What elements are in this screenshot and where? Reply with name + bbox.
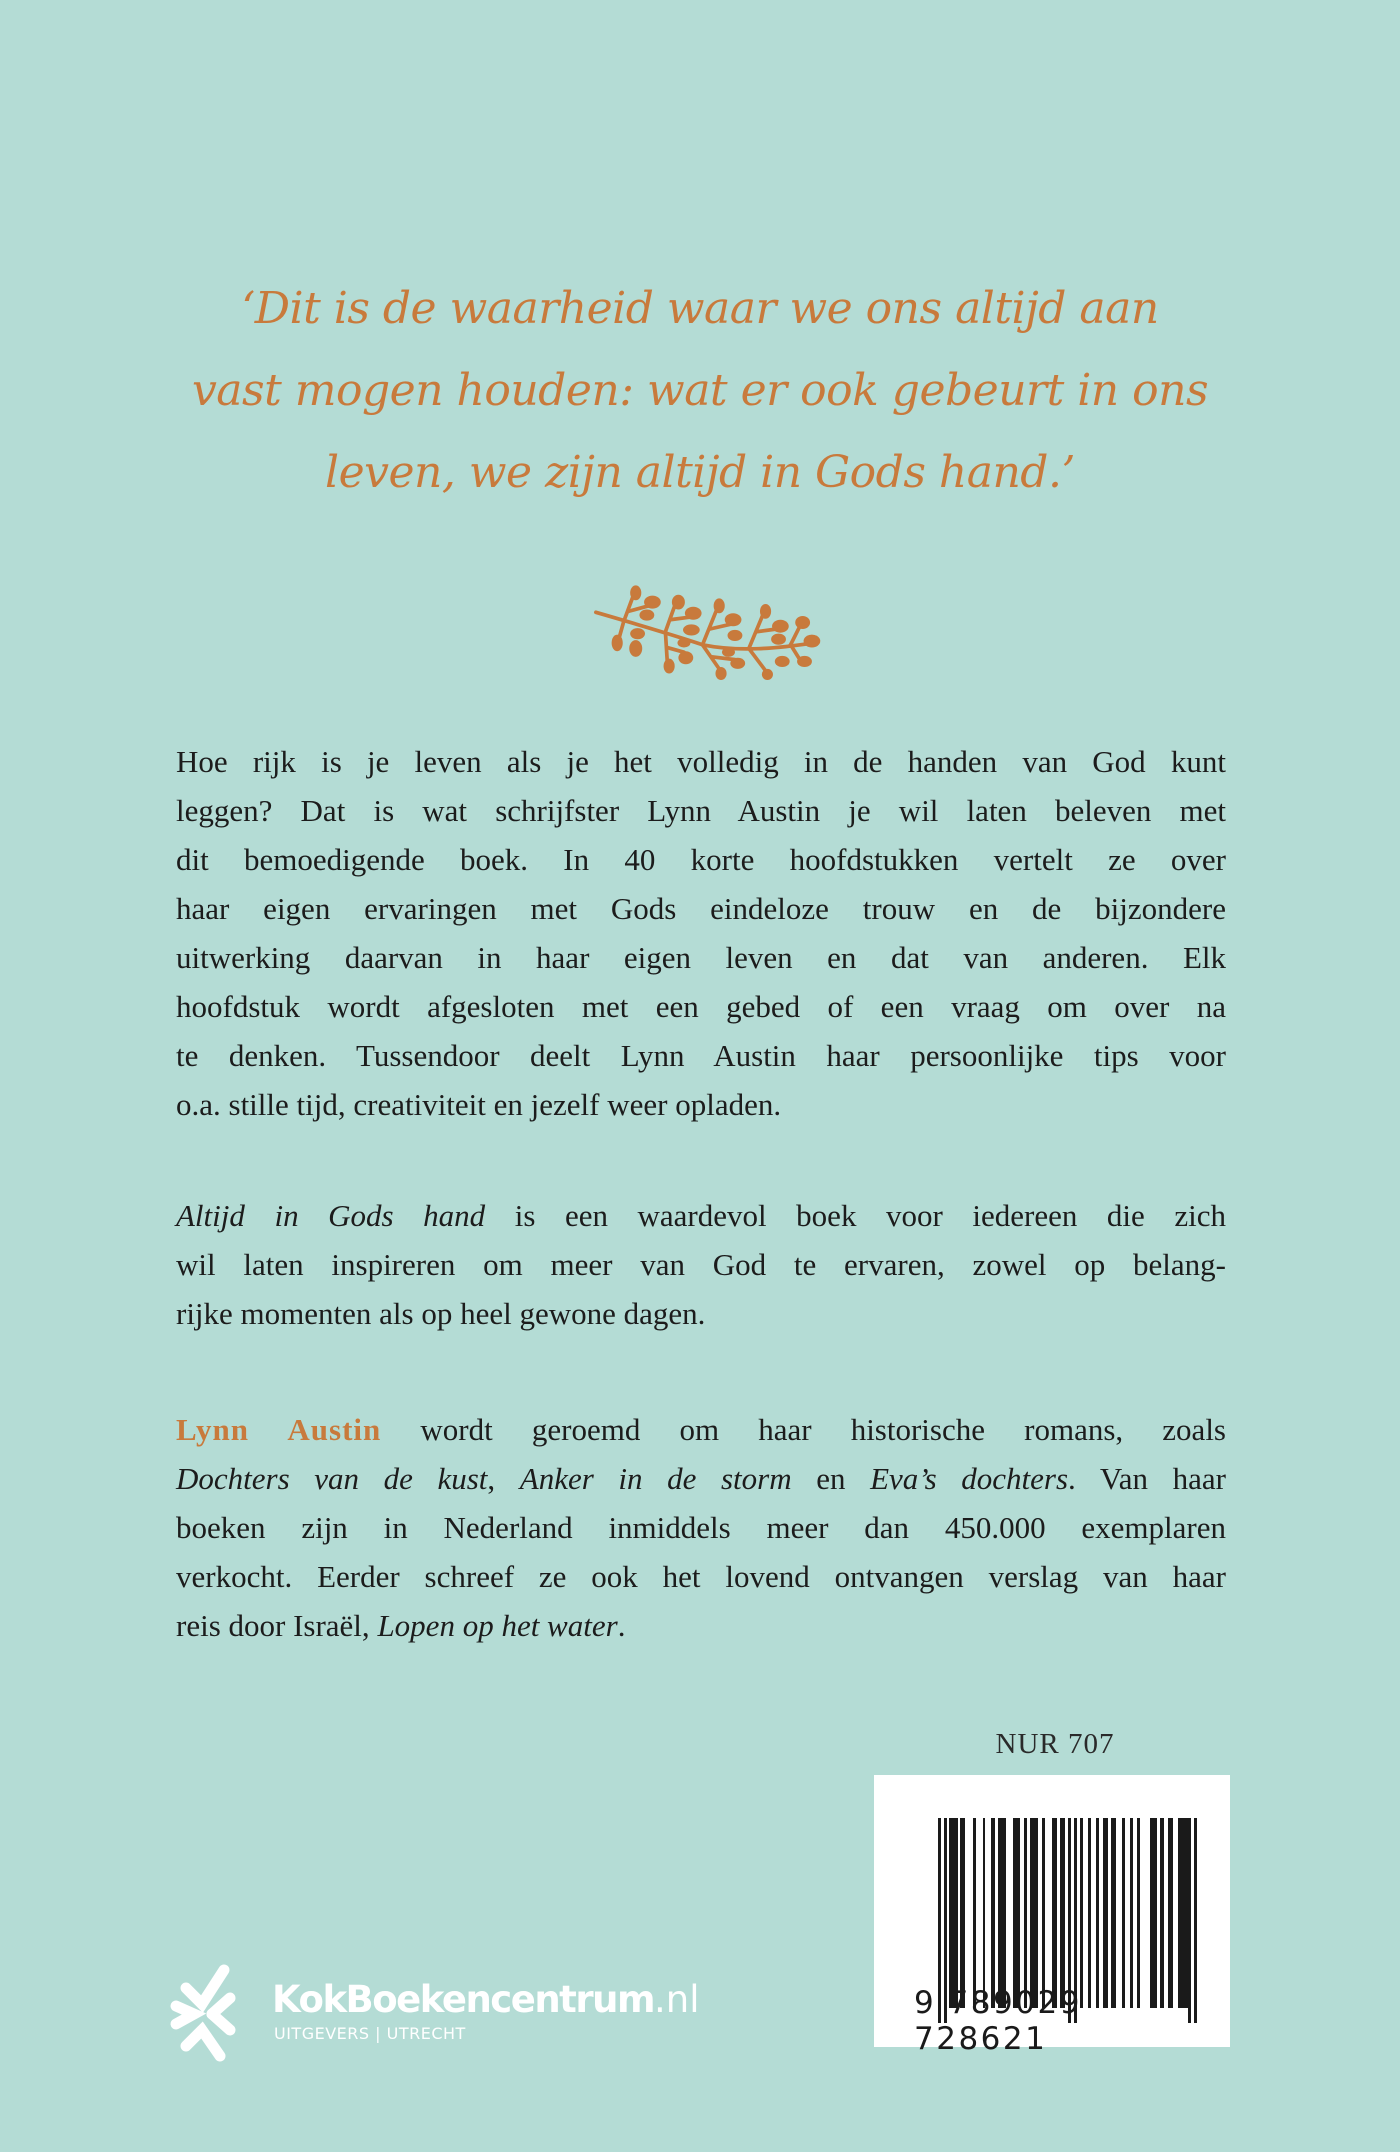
text-line: verkocht. Eerder schreef ze ook het lovend ontvangen verslag van haar: [176, 1559, 1226, 1594]
publisher-logo: [168, 1958, 700, 2068]
floral-branch-icon: [580, 578, 825, 680]
text-line: o.a. stille tijd, creativiteit en jezelf weer opladen.: [176, 1087, 782, 1122]
text-line: [176, 1405, 1226, 1454]
author-bio-paragraph: [176, 1405, 1226, 1650]
text-line: [176, 1454, 1226, 1503]
text-line: leggen? Dat is wat schrijfster Lynn Austin je wil laten beleven met: [176, 793, 1226, 828]
text-line: [176, 1601, 1226, 1650]
text-run: .: [617, 1608, 626, 1643]
text-run: reis door Israël,: [176, 1608, 378, 1643]
text-run: ,: [487, 1461, 520, 1496]
text-line: Hoe rijk is je leven als je het volledig in de handen van God kunt: [176, 744, 1226, 779]
publisher-name: [272, 1978, 700, 2021]
text-line: [176, 1191, 1226, 1240]
text-line: hoofdstuk wordt afgesloten met een gebed of een vraag om over na: [176, 989, 1226, 1024]
text-line: haar eigen ervaringen met Gods eindeloze trouw en de bijzondere: [176, 891, 1226, 926]
kokboekencentrum-logo-icon: [168, 1958, 238, 2063]
text-run: en: [791, 1461, 871, 1496]
nur-code: NUR 707: [995, 1728, 1115, 1760]
text-line: wil laten inspireren om meer van God te ervaren, zowel op belang-: [176, 1247, 1226, 1282]
publisher-tld: .nl: [654, 1978, 700, 2021]
text-run: wordt geroemd om haar historische romans, zoals: [381, 1412, 1226, 1447]
text-run: is een waardevol boek voor iedereen die zich: [485, 1198, 1226, 1233]
book-title: Altijd in Gods hand: [176, 1198, 486, 1233]
book-title: Eva’s dochters: [870, 1461, 1069, 1496]
description-paragraph: [176, 737, 1226, 1129]
recommendation-paragraph: [176, 1191, 1226, 1338]
publisher-name-text: KokBoekencentrum: [272, 1978, 655, 2021]
quote-line-2: vast mogen houden: wat er ook gebeurt in ons: [191, 365, 1209, 416]
quote-line-3: leven, we zijn altijd in Gods hand.’: [325, 447, 1075, 498]
book-title: Anker in de storm: [519, 1461, 792, 1496]
text-line: rijke momenten als op heel gewone dagen.: [176, 1296, 706, 1331]
text-line: te denken. Tussendoor deelt Lynn Austin haar persoonlijke tips voor: [176, 1038, 1226, 1073]
quote-line-1: ‘Dit is de waarheid waar we ons altijd aan: [241, 283, 1159, 334]
text-line: dit bemoedigende boek. In 40 korte hoofdstukken vertelt ze over: [176, 842, 1226, 877]
book-title: Dochters van de kust: [176, 1461, 488, 1496]
text-line: uitwerking daarvan in haar eigen leven en dat van anderen. Elk: [176, 940, 1226, 975]
author-name: Lynn Austin: [176, 1412, 382, 1447]
isbn-number: 9 789029 728621: [914, 1985, 1082, 2057]
isbn-barcode: [874, 1775, 1230, 2057]
publisher-subtitle: UITGEVERS | UTRECHT: [274, 2024, 466, 2043]
text-run: . Van haar: [1068, 1461, 1226, 1496]
pull-quote: [160, 268, 1240, 514]
text-line: boeken zijn in Nederland inmiddels meer dan 450.000 exemplaren: [176, 1510, 1226, 1545]
book-title: Lopen op het water: [377, 1608, 618, 1643]
